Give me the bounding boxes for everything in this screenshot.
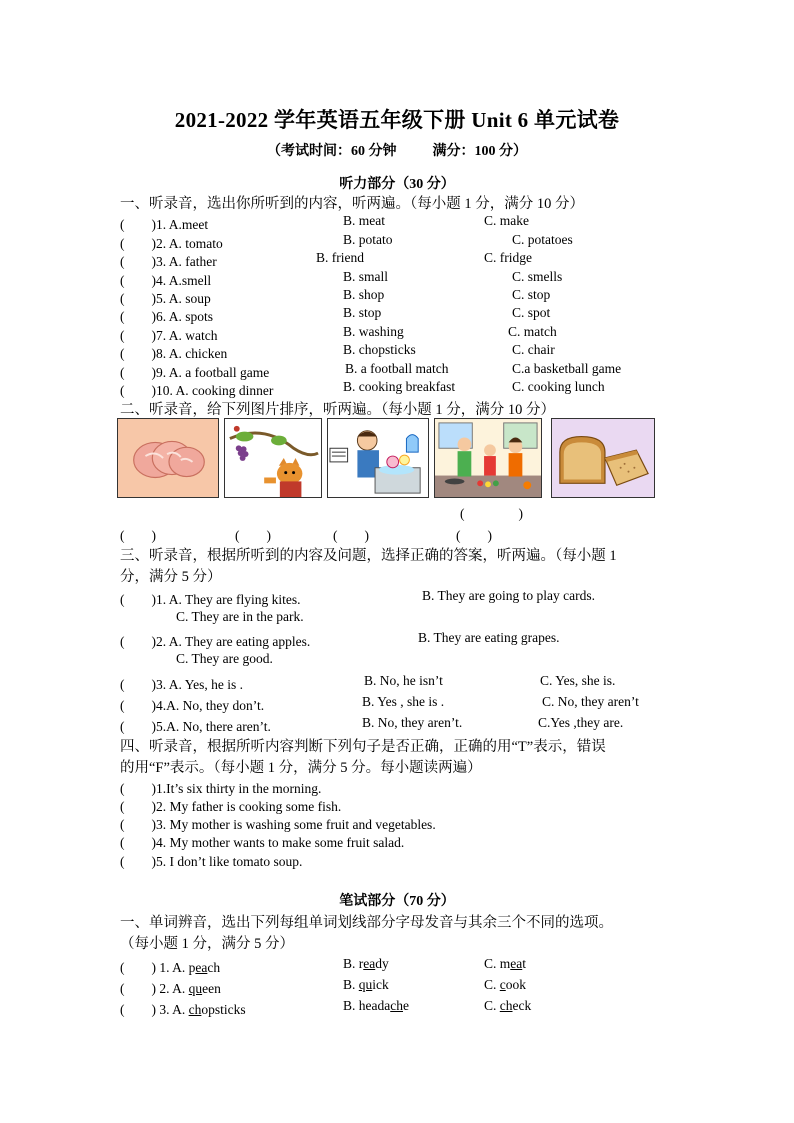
exam-score: 满分：100 分） [432, 144, 527, 159]
underlined-letters: ea [363, 956, 376, 971]
written-heading: 笔试部分（70 分） [339, 894, 455, 909]
option-c: C.a basketball game [512, 361, 622, 376]
listening-part1-instruction: 一、听录音，选出你所听到的内容，听两遍。（每小题 1 分，满分 10 分） [120, 196, 584, 212]
question-number: ( )8. A. chicken [120, 346, 228, 361]
meat-image [117, 418, 219, 498]
phonics-question [120, 998, 246, 1018]
question-number: ( )3. A. Yes, he is . [120, 677, 244, 692]
option-c: C. No, they aren’t [542, 694, 639, 709]
question-number: ( )4. A.smell [120, 273, 212, 288]
bread-image [551, 418, 655, 498]
listening-part4-instruction-line2: 的用“F”表示。（每小题 1 分，满分 5 分。每小题读两遍） [120, 760, 482, 776]
answer-blank[interactable]: ( ) [120, 528, 156, 543]
answer-blank[interactable]: ( ) [333, 528, 369, 543]
statement: ( )5. I don’t like tomato soup. [120, 854, 303, 869]
question-number: ( )4.A. No, they don’t. [120, 698, 265, 713]
boy-washing-image [327, 418, 429, 498]
word-part: e [402, 998, 409, 1013]
word-part: B. r [343, 956, 364, 971]
option-c: C.Yes ,they are. [538, 715, 624, 730]
listening-part2-instruction: 二、听录音，给下列图片排序，听两遍。（每小题 1 分，满分 10 分） [120, 402, 555, 418]
question-number: ( ) 2. A. [120, 981, 189, 996]
word-part: C. [484, 977, 500, 992]
underlined-letters: ch [499, 998, 513, 1013]
question-number: ( )6. A. spots [120, 309, 214, 324]
question-number: ( )2. A. They are eating apples. [120, 634, 311, 649]
question-number: ( )2. A. tomato [120, 236, 223, 251]
exam-info [0, 140, 794, 160]
option-c: C. They are good. [176, 651, 273, 666]
underlined-letters: ea [510, 956, 523, 971]
word-part: een [202, 981, 221, 996]
word-part: C. m [484, 956, 511, 971]
option-c: C. They are in the park. [176, 609, 304, 624]
option-c: C. chair [512, 342, 555, 357]
question-number: ( )1. A. They are flying kites. [120, 592, 301, 607]
option-b: B. Yes , she is . [362, 694, 445, 709]
option-b [343, 977, 389, 993]
option-b: B. stop [343, 305, 382, 320]
answer-blank[interactable]: ( ) [456, 528, 492, 543]
answer-blank[interactable]: ( ) [460, 506, 523, 521]
option-c: C. cooking lunch [512, 379, 605, 394]
option-b: B. shop [343, 287, 385, 302]
statement: ( )1.It’s six thirty in the morning. [120, 781, 322, 796]
option-c: C. potatoes [512, 232, 573, 247]
statement: ( )3. My mother is washing some fruit and vegetables. [120, 817, 436, 832]
phonics-question [120, 956, 220, 976]
option-c [484, 956, 526, 972]
answer-blank[interactable]: ( ) [235, 528, 271, 543]
option-b: B. friend [316, 250, 364, 265]
option-c: C. smells [512, 269, 563, 284]
option-b [343, 998, 409, 1014]
page-title: 2021-2022 学年英语五年级下册 Unit 6 单元试卷 [174, 108, 620, 132]
family-cooking-image [434, 418, 542, 498]
option-b [343, 956, 389, 972]
question-number: ( )10. A. cooking dinner [120, 383, 274, 398]
exam-time: （考试时间：60 分钟 [267, 144, 397, 159]
question-number: ( )7. A. watch [120, 328, 218, 343]
word-part: B. heada [343, 998, 391, 1013]
word-part: t [522, 956, 527, 971]
written-part1-instruction-line2: （每小题 1 分，满分 5 分） [120, 936, 294, 952]
word-part: ook [505, 977, 527, 992]
word-part: B. [343, 977, 359, 992]
written-part1-instruction-line1: 一、单词辨音，选出下列每组单词划线部分字母发音与其余三个不同的选项。 [120, 915, 613, 931]
word-part: p [188, 960, 196, 975]
question-number: ( ) 1. A. [120, 960, 189, 975]
option-b: B. chopsticks [343, 342, 416, 357]
option-c: C. spot [512, 305, 551, 320]
underlined-letters: ch [390, 998, 403, 1013]
listening-part3-instruction-line2: 分，满分 5 分） [120, 569, 222, 585]
option-b: B. meat [343, 213, 385, 228]
word-part: ick [372, 977, 389, 992]
word-part: ch [207, 960, 221, 975]
underlined-letters: ea [195, 960, 208, 975]
word-part: dy [375, 956, 389, 971]
phonics-question [120, 977, 221, 997]
question-number: ( ) 3. A. [120, 1002, 189, 1017]
listening-part3-instruction-line1: 三、听录音，根据所听到的内容及问题，选择正确的答案，听两遍。（每小题 1 [120, 548, 617, 564]
underlined-letters: ch [188, 1002, 202, 1017]
option-c [484, 977, 526, 993]
option-c [484, 998, 531, 1014]
word-part: opsticks [201, 1002, 246, 1017]
option-b: B. a football match [345, 361, 449, 376]
option-c: C. make [484, 213, 529, 228]
option-c: C. stop [512, 287, 551, 302]
underlined-letters: c [499, 977, 506, 992]
word-part: C. [484, 998, 500, 1013]
option-b: B. cooking breakfast [343, 379, 456, 394]
word-part: eck [512, 998, 532, 1013]
listening-heading: 听力部分（30 分） [339, 177, 455, 192]
option-b: B. No, they aren’t. [362, 715, 463, 730]
question-number: ( )3. A. father [120, 254, 217, 269]
option-b: B. potato [343, 232, 393, 247]
question-number: ( )5. A. soup [120, 291, 211, 306]
underlined-letters: qu [188, 981, 203, 996]
listening-part4-instruction-line1: 四、听录音，根据所听内容判断下列句子是否正确，正确的用“T”表示，错误 [120, 739, 606, 755]
underlined-letters: qu [358, 977, 373, 992]
question-number: ( )1. A.meet [120, 217, 209, 232]
question-number: ( )9. A. a football game [120, 365, 270, 380]
statement: ( )2. My father is cooking some fish. [120, 799, 342, 814]
option-c: C. fridge [484, 250, 532, 265]
option-b: B. They are eating grapes. [418, 630, 560, 645]
statement: ( )4. My mother wants to make some fruit salad. [120, 835, 405, 850]
option-b: B. No, he isn’t [364, 673, 443, 688]
option-c: C. match [508, 324, 557, 339]
option-b: B. small [343, 269, 389, 284]
fox-grapes-image [224, 418, 322, 498]
option-b: B. washing [343, 324, 404, 339]
question-number: ( )5.A. No, there aren’t. [120, 719, 271, 734]
option-b: B. They are going to play cards. [422, 588, 595, 603]
option-c: C. Yes, she is. [540, 673, 616, 688]
